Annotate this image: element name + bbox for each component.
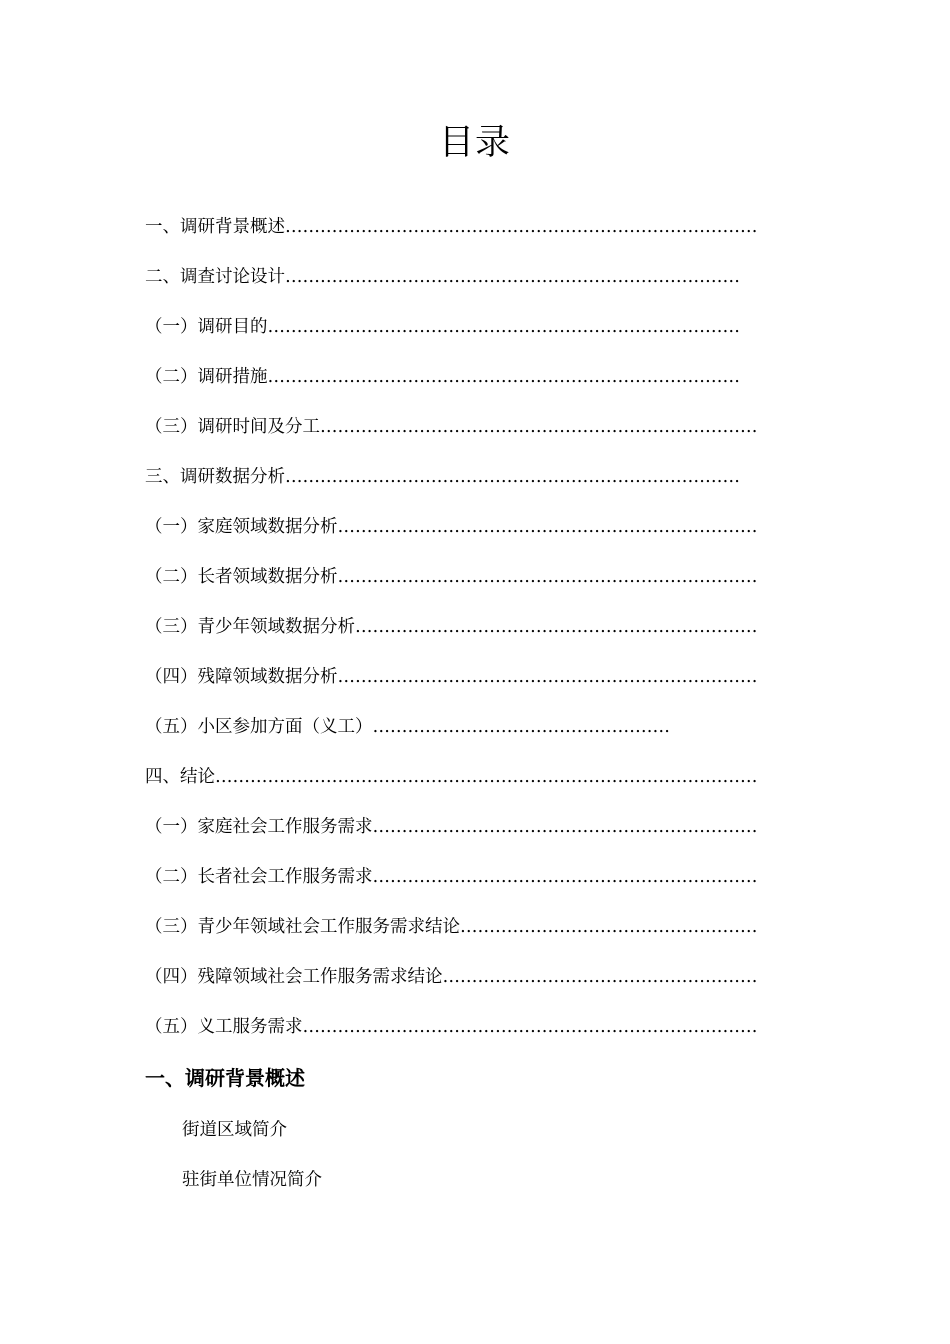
paragraph: 街道区域简介 xyxy=(182,1120,287,1140)
toc-entry: （三）青少年领域社会工作服务需求结论…………………………………………… xyxy=(145,917,758,937)
page-title: 目录 xyxy=(438,123,511,163)
toc-entry: 二、调查讨论设计…………………………………………………………………… xyxy=(145,267,740,287)
toc-entry: 一、调研背景概述……………………………………………………………………… xyxy=(145,217,758,237)
toc-entry: （一）家庭社会工作服务需求………………………………………………………… xyxy=(145,817,758,837)
toc-entry: （二）调研措施……………………………………………………………………… xyxy=(145,367,740,387)
paragraph: 驻街单位情况简介 xyxy=(182,1170,322,1190)
toc-entry: （一）家庭领域数据分析……………………………………………………………… xyxy=(145,517,758,537)
toc-entry: 四、结论………………………………………………………………………………… xyxy=(145,767,758,787)
section-heading: 一、调研背景概述 xyxy=(145,1066,305,1090)
toc-entry: （四）残障领域数据分析……………………………………………………………… xyxy=(145,667,758,687)
toc-entry: 三、调研数据分析…………………………………………………………………… xyxy=(145,467,740,487)
toc-entry: （四）残障领域社会工作服务需求结论……………………………………………… xyxy=(145,967,758,987)
toc-entry: （二）长者社会工作服务需求………………………………………………………… xyxy=(145,867,758,887)
toc-entry: （五）小区参加方面（义工）…………………………………………… xyxy=(145,717,670,737)
toc-entry: （三）青少年领域数据分析…………………………………………………………… xyxy=(145,617,758,637)
toc-entry: （五）义工服务需求…………………………………………………………………… xyxy=(145,1017,758,1037)
toc-entry: （二）长者领域数据分析……………………………………………………………… xyxy=(145,567,758,587)
toc-entry: （一）调研目的……………………………………………………………………… xyxy=(145,317,740,337)
toc-entry: （三）调研时间及分工………………………………………………………………… xyxy=(145,417,758,437)
